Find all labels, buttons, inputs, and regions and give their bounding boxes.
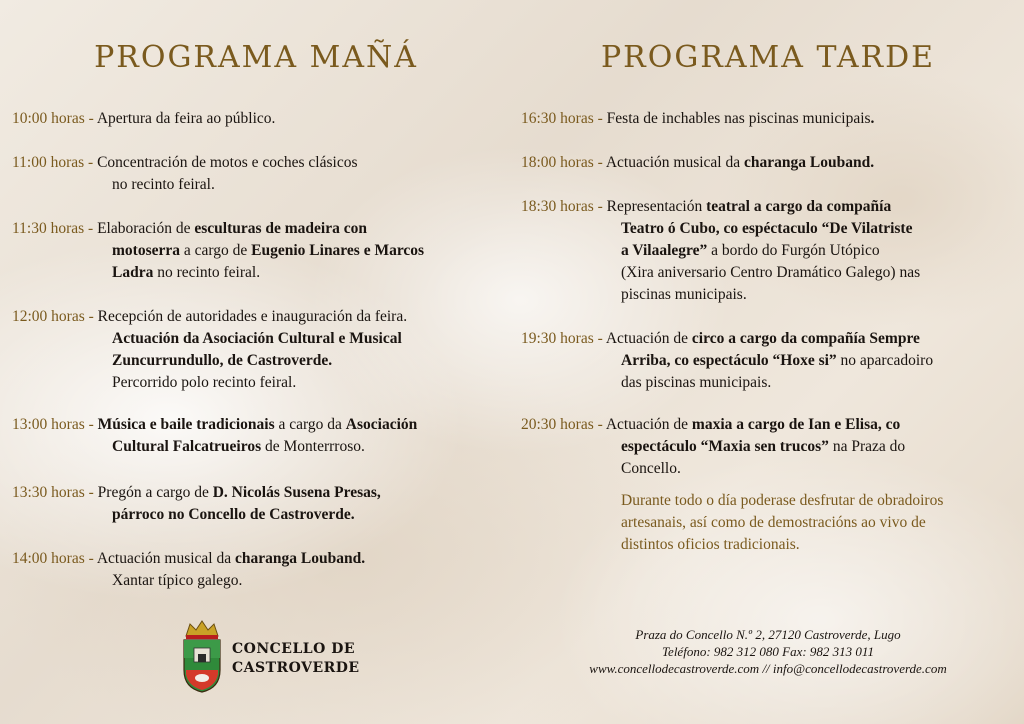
entry-text: Recepción de autoridades e inauguración da feira. [97, 308, 408, 325]
entry-text: Representación [606, 198, 707, 215]
logo-line: CONCELLO DE [232, 641, 356, 657]
entry-time: 14:00 horas - [12, 550, 94, 567]
entry-line [12, 372, 512, 394]
entry-text: das piscinas municipais. [621, 374, 772, 391]
schedule-entry [12, 482, 512, 526]
entry-text: Teatro ó Cubo, co espéctaculo “De Vilatriste [621, 220, 913, 237]
entry-text: Pregón a cargo de [97, 484, 213, 501]
entry-time: 11:00 horas - [12, 154, 94, 171]
schedule-entry [12, 306, 512, 394]
entry-text: Actuación musical da [96, 550, 235, 567]
footer-address: Praza do Concello N.º 2, 27120 Castroverde, Lugo [635, 627, 901, 642]
entry-text: espectáculo “Maxia sen trucos” [621, 438, 829, 455]
entry-line [12, 328, 512, 350]
entry-text: esculturas de madeira con [194, 220, 367, 237]
schedule-entry [521, 328, 1021, 394]
entry-line [12, 414, 512, 436]
schedule-entry [521, 108, 1021, 130]
entry-text: motoserra [112, 242, 180, 259]
entry-time: 13:30 horas - [12, 484, 94, 501]
entry-text: charanga Louband. [235, 550, 366, 567]
entry-text: maxia a cargo de Ian e Elisa, co [691, 416, 901, 433]
entry-text: piscinas municipais. [621, 286, 747, 303]
entry-line [521, 262, 1021, 284]
entry-line [521, 458, 1021, 480]
entry-time: 12:00 horas - [12, 308, 94, 325]
entry-text: Actuación da Asociación Cultural e Musical [112, 330, 402, 347]
entry-text: charanga Louband. [744, 154, 875, 171]
entry-text: a bordo do Furgón Utópico [707, 242, 880, 259]
entry-line [521, 152, 1021, 174]
entry-text: Concentración de motos e coches clásicos [97, 154, 358, 171]
entry-text: a cargo da [274, 416, 346, 433]
contact-footer [512, 626, 1024, 677]
schedule-entry [12, 414, 512, 458]
entry-text: Apertura da feira ao público. [96, 110, 276, 127]
entry-text: Ladra [112, 264, 154, 281]
entry-line [521, 436, 1021, 458]
entry-line [521, 328, 1021, 350]
entry-text: (Xira aniversario Centro Dramático Galego) nas [621, 264, 921, 281]
entry-text: D. Nicolás Susena Presas, [212, 484, 381, 501]
entry-text: no recinto feiral. [153, 264, 261, 281]
entry-text: circo a cargo da compañía Sempre [691, 330, 920, 347]
note-line: artesanais, así como de demostracións ao vivo de [621, 514, 926, 531]
note-line: distintos oficios tradicionais. [621, 536, 800, 553]
entry-text: Actuación de [605, 416, 692, 433]
schedule-entry [521, 152, 1021, 174]
entry-line [12, 570, 512, 592]
entry-text: Asociación [345, 416, 418, 433]
entry-text: Eugenio Linares e Marcos [251, 242, 425, 259]
entry-text: párroco no Concello de Castroverde. [112, 506, 355, 523]
entry-line [521, 372, 1021, 394]
footer-phone: Teléfono: 982 312 080 Fax: 982 313 011 [662, 644, 874, 659]
entry-line [12, 262, 512, 284]
entry-line [12, 174, 512, 196]
entry-time: 16:30 horas - [521, 110, 603, 127]
entry-time: 20:30 horas - [521, 416, 603, 433]
entry-text: no aparcadoiro [836, 352, 934, 369]
entry-line [12, 504, 512, 526]
entry-text: Xantar típico galego. [112, 572, 243, 589]
entry-line [521, 196, 1021, 218]
entry-text: na Praza do [828, 438, 906, 455]
schedule-entry [12, 218, 512, 284]
entry-text: a Vilaalegre” [621, 242, 708, 259]
entry-text: Actuación de [605, 330, 692, 347]
entry-line [12, 306, 512, 328]
schedule-entry [521, 196, 1021, 306]
coat-of-arms-icon [178, 618, 226, 694]
entry-text: Concello. [621, 460, 681, 477]
entry-text: Zuncurrundullo, de Castroverde. [112, 352, 333, 369]
entry-text: Actuación musical da [605, 154, 744, 171]
entry-line [12, 240, 512, 262]
entry-text: no recinto feiral. [112, 176, 215, 193]
entry-line [12, 350, 512, 372]
entry-time: 11:30 horas - [12, 220, 94, 237]
entry-line [521, 284, 1021, 306]
entry-line [12, 152, 512, 174]
schedule-entry [12, 548, 512, 592]
entry-line [12, 482, 512, 504]
entry-line [521, 240, 1021, 262]
entry-text: Arriba, co espectáculo “Hoxe si” [621, 352, 837, 369]
entry-text: Elaboración de [97, 220, 195, 237]
entry-text: Percorrido polo recinto feiral. [112, 374, 297, 391]
entry-text: Festa de inchables nas piscinas municipais [606, 110, 871, 127]
entry-line [521, 108, 1021, 130]
entry-time: 18:30 horas - [521, 198, 603, 215]
schedule-entry [521, 414, 1021, 480]
entry-text: Música e baile tradicionais [97, 416, 275, 433]
entry-text: . [870, 110, 875, 127]
entry-text: de Monterrroso. [261, 438, 365, 455]
entry-line [12, 548, 512, 570]
entry-line [521, 350, 1021, 372]
schedule-entry [12, 108, 512, 130]
municipality-logo-text [232, 640, 360, 678]
entry-line [12, 218, 512, 240]
entry-line [521, 218, 1021, 240]
afternoon-title: PROGRAMA TARDE [600, 40, 936, 75]
entry-time: 13:00 horas - [12, 416, 94, 433]
footer-web[interactable]: www.concellodecastroverde.com // info@concellodecastroverde.com [589, 661, 947, 676]
afternoon-note [621, 490, 1021, 556]
entry-line [12, 436, 512, 458]
entry-line [12, 108, 512, 130]
entry-line [521, 414, 1021, 436]
entry-time: 18:00 horas - [521, 154, 603, 171]
entry-time: 19:30 horas - [521, 330, 603, 347]
schedule-entry [12, 152, 512, 196]
entry-text: a cargo de [180, 242, 252, 259]
entry-time: 10:00 horas - [12, 110, 94, 127]
logo-line: CASTROVERDE [232, 660, 360, 676]
entry-text: teatral a cargo da compañía [706, 198, 892, 215]
note-line: Durante todo o día poderase desfrutar de obradoiros [621, 492, 944, 509]
morning-title: PROGRAMA MAÑÁ [94, 40, 418, 75]
entry-text: Cultural Falcatrueiros [112, 438, 262, 455]
